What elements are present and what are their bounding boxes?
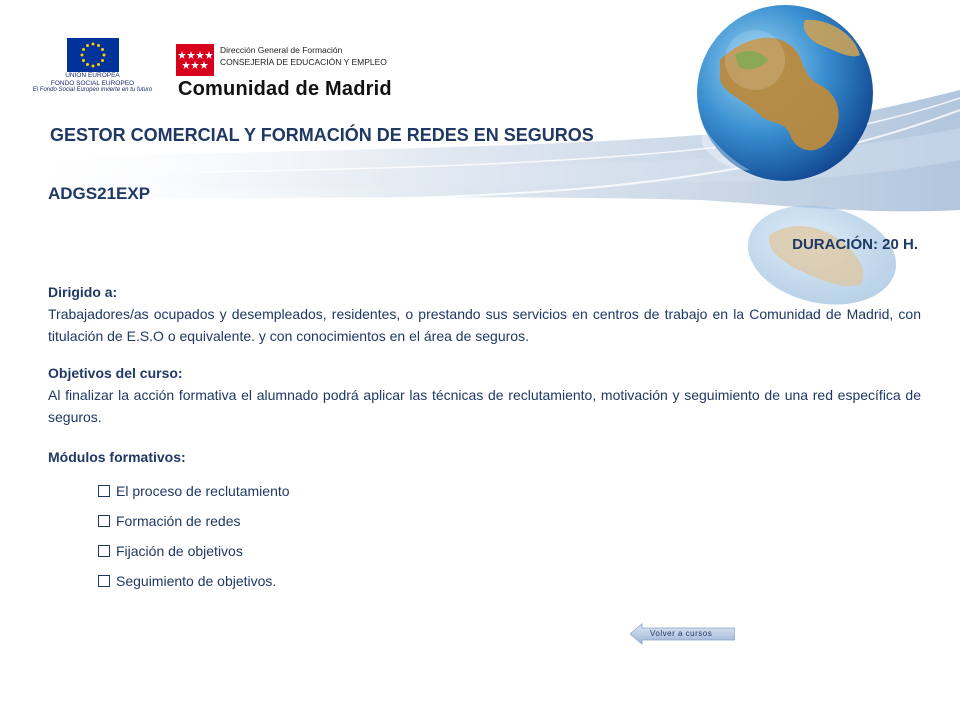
- section-modulos-heading: Módulos formativos:: [48, 449, 186, 465]
- eu-logo-line1: UNIÓN EUROPEA: [65, 72, 120, 79]
- checkbox-bullet-icon: [98, 545, 110, 557]
- module-label: Seguimiento de objetivos.: [116, 573, 277, 589]
- section-dirigido-text: Trabajadores/as ocupados y desempleados, residentes, o prestando sus servicios en centros de trabajo en la Comunidad de Madrid, con titulación de E.S.O o equivalente. y con conocimientos en el área de seguros.: [48, 306, 921, 344]
- checkbox-bullet-icon: [98, 575, 110, 587]
- list-item: [98, 566, 290, 596]
- eu-logo: [30, 38, 155, 108]
- checkbox-bullet-icon: [98, 485, 110, 497]
- back-to-courses-button[interactable]: [630, 623, 735, 645]
- eu-flag-icon: [67, 38, 119, 72]
- section-objetivos: [48, 362, 921, 428]
- modules-list: [98, 476, 290, 596]
- madrid-logo-line2: CONSEJERÍA DE EDUCACIÓN Y EMPLEO: [220, 57, 387, 67]
- section-modulos: [48, 446, 921, 468]
- madrid-logo-line3: Comunidad de Madrid: [178, 78, 392, 100]
- back-button-label: Volver a cursos: [650, 629, 713, 638]
- list-item: [98, 536, 290, 566]
- section-objetivos-heading: Objetivos del curso:: [48, 365, 183, 381]
- section-dirigido: [48, 281, 921, 347]
- module-label: Fijación de objetivos: [116, 543, 243, 559]
- list-item: [98, 476, 290, 506]
- course-duration: DURACIÓN: 20 H.: [792, 236, 918, 253]
- module-label: Formación de redes: [116, 513, 241, 529]
- section-dirigido-heading: Dirigido a:: [48, 284, 118, 300]
- globe-icon: [697, 5, 873, 181]
- list-item: [98, 506, 290, 536]
- comunidad-madrid-logo: [176, 42, 396, 102]
- eu-logo-line2: FONDO SOCIAL EUROPEO: [50, 79, 135, 87]
- course-code: ADGS21EXP: [48, 184, 151, 203]
- checkbox-bullet-icon: [98, 515, 110, 527]
- eu-logo-line3: El Fondo Social Europeo invierte en tu futuro: [32, 87, 153, 93]
- madrid-logo-line1: Dirección General de Formación: [220, 45, 343, 55]
- course-title: GESTOR COMERCIAL Y FORMACIÓN DE REDES EN SEGUROS: [50, 125, 594, 145]
- module-label: El proceso de reclutamiento: [116, 483, 290, 499]
- section-objetivos-text: Al finalizar la acción formativa el alumnado podrá aplicar las técnicas de reclutamiento, motivación y seguimiento de una red específica de seguros.: [48, 387, 921, 425]
- madrid-flag-icon: [176, 44, 214, 76]
